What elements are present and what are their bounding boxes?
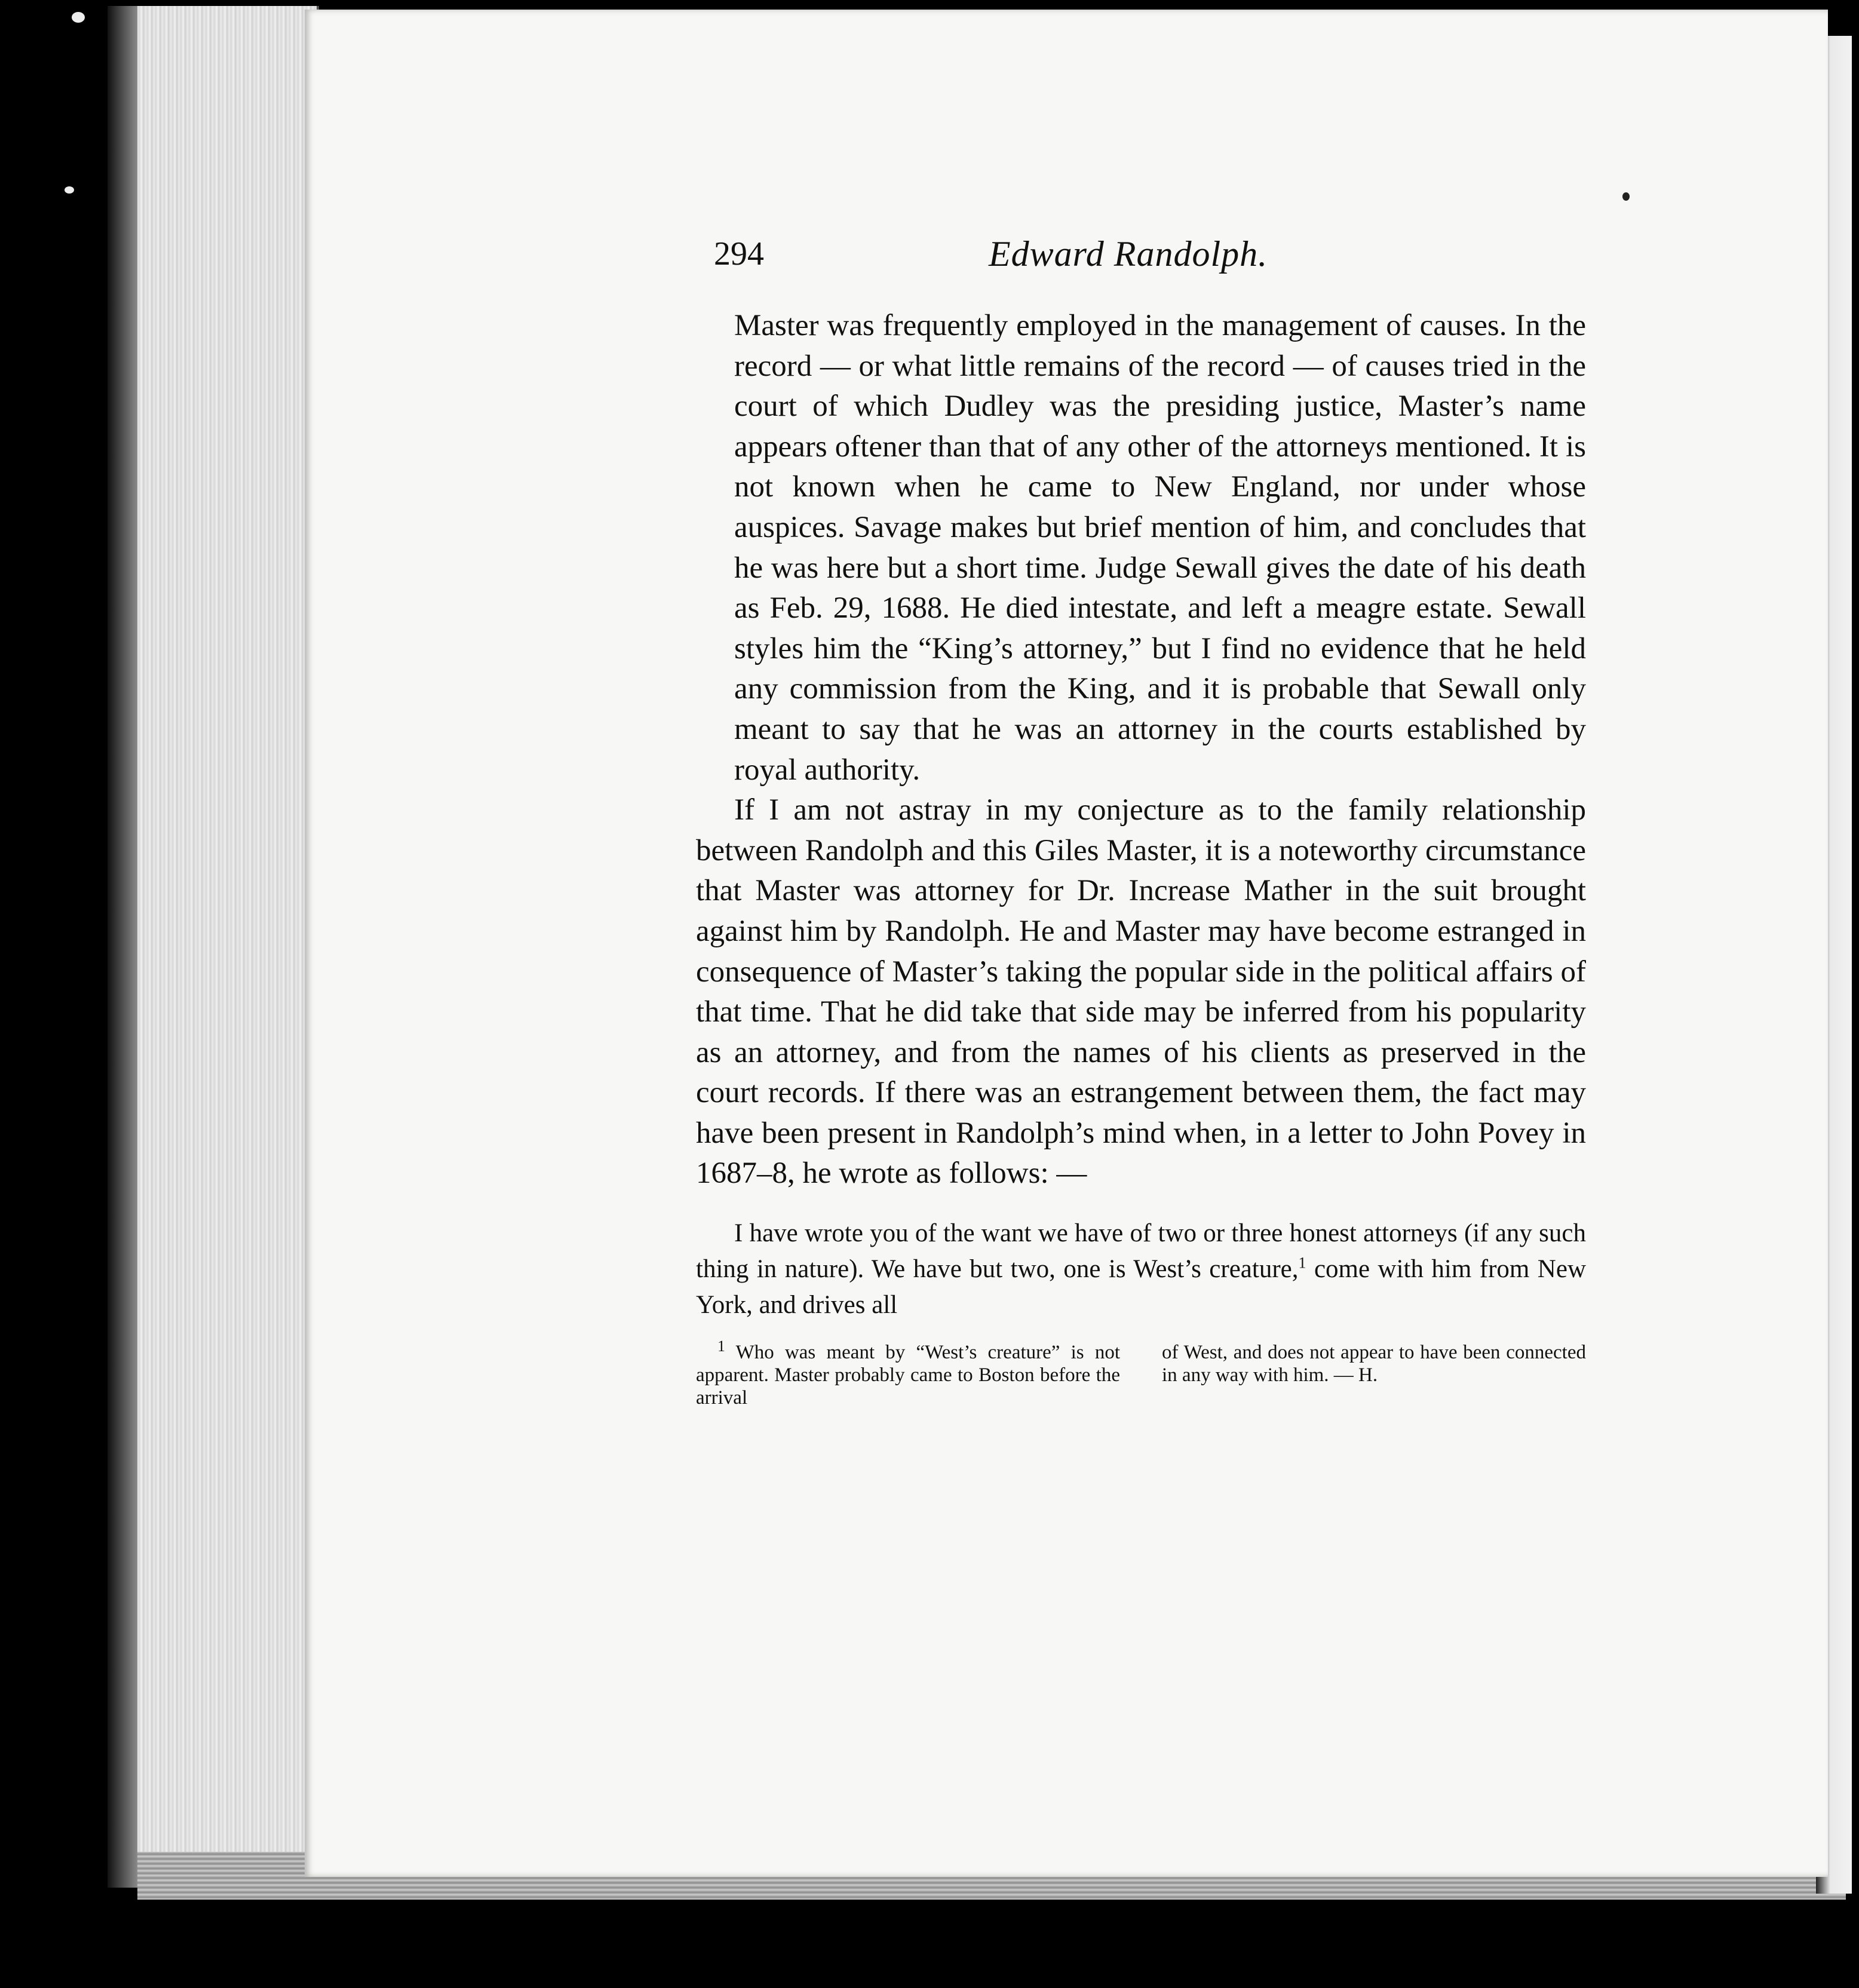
footnote-reference: 1 — [1298, 1254, 1306, 1272]
quote-text: come with him from New York, and drives all — [696, 1255, 1586, 1320]
page-fore-edge — [137, 6, 319, 1888]
footnote-mark: 1 — [717, 1337, 725, 1355]
block-quote — [696, 1216, 1586, 1323]
footnotes — [696, 1337, 1586, 1409]
dust-speck — [65, 186, 74, 194]
footnote-column-right — [1162, 1341, 1586, 1409]
running-title: Edward Randolph. — [989, 234, 1268, 274]
quote-text: I have wrote you of the want we have of two or three honest attorneys (if any such thing in nature). We have but two, one is West’s creature, — [696, 1219, 1586, 1284]
page-number: 294 — [714, 235, 764, 272]
body-paragraph: Master was frequently employed in the management of causes. In the record — or what little remains of the record — of causes tried in the court of which Dudley was the presiding justice, Master’s name appears oftener than that of any other of the attorneys mentioned. It is not known when he came to New England, nor under whose auspices. Savage makes but brief mention of him, and concludes that he was here but a short time. Judge Sewall gives the date of his death as Feb. 29, 1688. He died intestate, and left a meagre estate. Sewall styles him the “King’s attorney,” but I find no evidence that he held any commission from the King, and it is probable that Sewall only meant to say that he was an attorney in the courts established by royal authority. — [734, 309, 1586, 787]
dust-speck — [72, 12, 85, 23]
footnote-column-left — [696, 1337, 1120, 1409]
dust-speck — [1622, 192, 1630, 201]
running-head — [696, 227, 1586, 281]
footnote-text: of West, and does not appear to have been connected in any way with him. — H. — [1162, 1342, 1586, 1386]
footnote-text: Who was meant by “West’s creature” is not apparent. Master probably came to Boston before the arrival — [696, 1342, 1120, 1409]
body-paragraph: If I am not astray in my conjecture as to the family relationship between Randolph and this Giles Master, it is a noteworthy circumstance that Master was attorney for Dr. Increase Mather in the suit brought against him by Randolph. He and Master may have become estranged in consequence of Master’s taking the popular side in the political affairs of that time. That he did take that side may be inferred from his popularity as an attorney, and from the names of his clients as preserved in the court records. If there was an estrangement between them, the fact may have been present in Randolph’s mind when, in a letter to John Povey in 1687–8, he wrote as follows: — — [696, 793, 1586, 1191]
page-text — [696, 227, 1586, 1409]
